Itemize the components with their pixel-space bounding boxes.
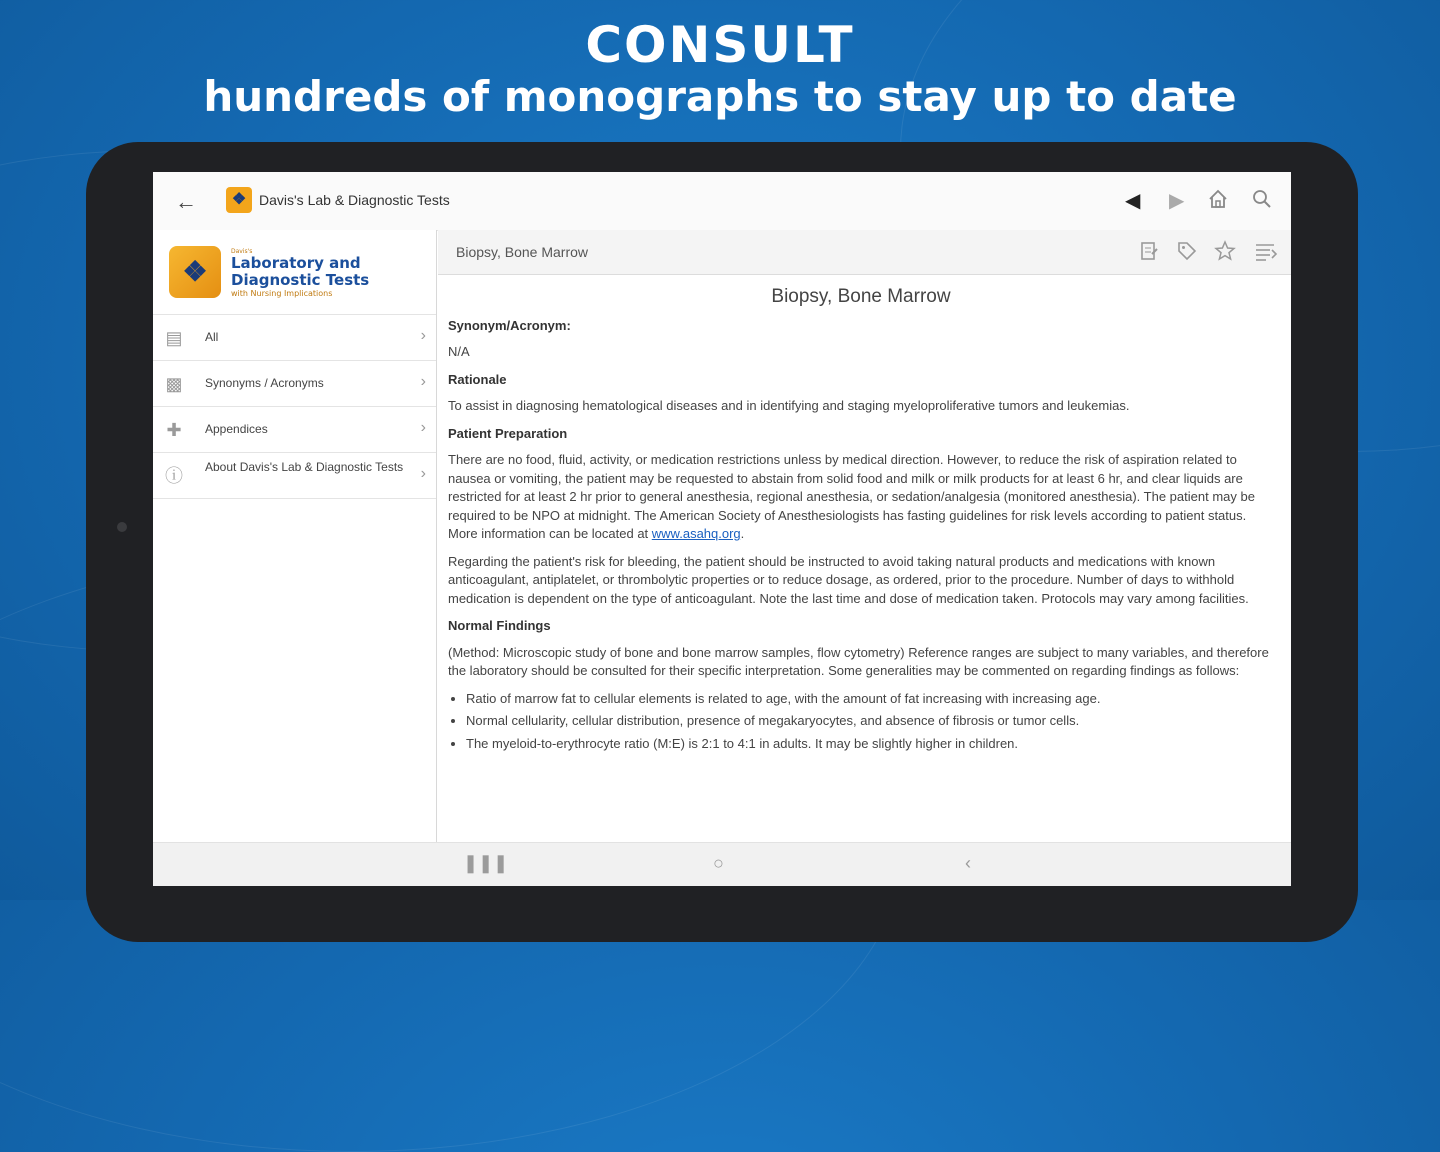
system-nav-bar bbox=[153, 842, 1291, 886]
search-icon[interactable] bbox=[1251, 188, 1273, 216]
asahq-link[interactable]: www.asahq.org bbox=[651, 526, 741, 541]
sidebar-item-all[interactable] bbox=[153, 314, 436, 360]
chevron-right-icon: › bbox=[420, 327, 426, 344]
sidebar bbox=[153, 230, 437, 842]
back-arrow-icon[interactable]: ← bbox=[175, 189, 197, 214]
content-toolbar bbox=[438, 230, 1291, 275]
next-icon[interactable]: ▶ bbox=[1169, 190, 1185, 212]
tag-icon[interactable] bbox=[1176, 240, 1198, 268]
sidebar-item-label: About Davis's Lab & Diagnostic Tests bbox=[205, 460, 404, 474]
toc-icon[interactable] bbox=[1254, 240, 1278, 268]
sidebar-menu bbox=[153, 314, 436, 499]
list-item: • The myeloid-to-erythrocyte ratio (M:E) is 2:1 to 4:1 in adults. It may be slightly higher in children. bbox=[466, 735, 1274, 754]
bleeding-risk-text: Regarding the patient's risk for bleeding, the patient should be instructed to avoid taking natural products and medications with known anticoagulant, antiplatelet, or thrombolytic properties or to reduce dosage, as ordered, prior to the procedure. Number of days to withhold medication is dependent on the type of anticoagulant. Note the last time and dose of medication taken. Protocols may vary among facilities. bbox=[448, 553, 1249, 606]
home-circle-icon[interactable]: ○ bbox=[713, 853, 724, 873]
content-pane bbox=[438, 230, 1291, 842]
monograph-toolbar-title: Biopsy, Bone Marrow bbox=[456, 244, 589, 260]
info-icon: ⓘ bbox=[165, 466, 183, 486]
home-icon[interactable] bbox=[1207, 188, 1229, 216]
prev-icon[interactable]: ◀ bbox=[1125, 190, 1141, 212]
sidebar-item-about[interactable] bbox=[153, 452, 436, 499]
book-logo-icon: ❖ bbox=[169, 246, 221, 298]
app-icon: ❖ bbox=[226, 187, 252, 213]
appendices-icon: ✚ bbox=[166, 420, 182, 440]
app-title: Davis's Lab & Diagnostic Tests bbox=[259, 192, 450, 208]
notes-icon[interactable] bbox=[1138, 240, 1160, 268]
promo-title: CONSULT bbox=[585, 16, 855, 74]
list-item: • Ratio of marrow fat to cellular elements is related to age, with the amount of fat increasing with increasing age. bbox=[466, 690, 1274, 709]
normal-findings-heading: Normal Findings bbox=[448, 618, 551, 633]
recents-icon[interactable]: ❚❚❚ bbox=[463, 853, 509, 873]
chevron-right-icon: › bbox=[420, 465, 426, 482]
article-title: Biopsy, Bone Marrow bbox=[771, 286, 951, 307]
logo-line-3: Diagnostic Tests bbox=[231, 271, 370, 289]
sidebar-item-synonyms[interactable] bbox=[153, 360, 436, 406]
monograph-article bbox=[448, 288, 1274, 757]
sidebar-item-appendices[interactable] bbox=[153, 406, 436, 452]
logo-line-4: with Nursing Implications bbox=[231, 289, 333, 298]
synonyms-icon: ▩ bbox=[165, 374, 183, 394]
app-screen bbox=[153, 172, 1291, 886]
star-icon[interactable] bbox=[1214, 240, 1236, 268]
book-logo-text bbox=[231, 248, 369, 298]
chevron-right-icon: › bbox=[420, 373, 426, 390]
sentence-end: . bbox=[740, 526, 745, 541]
rationale-heading: Rationale bbox=[448, 371, 507, 387]
logo-line-1: Davis's bbox=[231, 248, 253, 255]
rationale-text: To assist in diagnosing hematological diseases and in identifying and staging myeloproliferative tumors and leukemias. bbox=[448, 398, 1130, 413]
logo-line-2: Laboratory and bbox=[231, 254, 361, 272]
promo-subtitle: hundreds of monographs to stay up to date bbox=[203, 72, 1237, 121]
chevron-right-icon: › bbox=[420, 419, 426, 436]
patient-preparation-paragraph bbox=[448, 451, 1274, 544]
list-icon: ▤ bbox=[165, 328, 183, 348]
camera-icon bbox=[117, 522, 127, 532]
synonyms-heading: Synonym/Acronym: bbox=[448, 317, 571, 333]
sidebar-item-label: Appendices bbox=[205, 422, 268, 436]
sidebar-item-label: All bbox=[205, 330, 219, 344]
system-back-icon[interactable]: ‹ bbox=[965, 853, 971, 873]
normal-findings-text: (Method: Microscopic study of bone and bone marrow samples, flow cytometry) Reference ranges are subject to many variables, and therefore the laboratory should be consulted for their specific interpretation. Some generalities may be commented on regarding findings as follows: bbox=[448, 644, 1269, 678]
patient-preparation-text: There are no food, fluid, activity, or medication restrictions unless by medical direction. However, to reduce the risk of aspiration related to nausea or vomiting, the patient may be requested to abstain from solid food and milk or milk products for at least 6 hr, and clear liquids are restricted for at least 2 hr prior to general anesthesia, regional anesthesia, or sedation/analgesia (monitored anesthesia). The patient may be required to be NPO at midnight. The American Society of Anesthesiologists has fasting guidelines for risk levels according to patient status. More information can be located at bbox=[448, 452, 1255, 541]
synonyms-text: N/A bbox=[448, 344, 470, 359]
findings-list bbox=[448, 690, 1274, 754]
patient-preparation-heading: Patient Preparation bbox=[448, 425, 568, 441]
sidebar-item-label: Synonyms / Acronyms bbox=[205, 376, 324, 390]
app-bar bbox=[153, 172, 1291, 231]
list-item: • Normal cellularity, cellular distribution, presence of megakaryocytes, and absence of fibrosis or tumor cells. bbox=[466, 712, 1274, 731]
